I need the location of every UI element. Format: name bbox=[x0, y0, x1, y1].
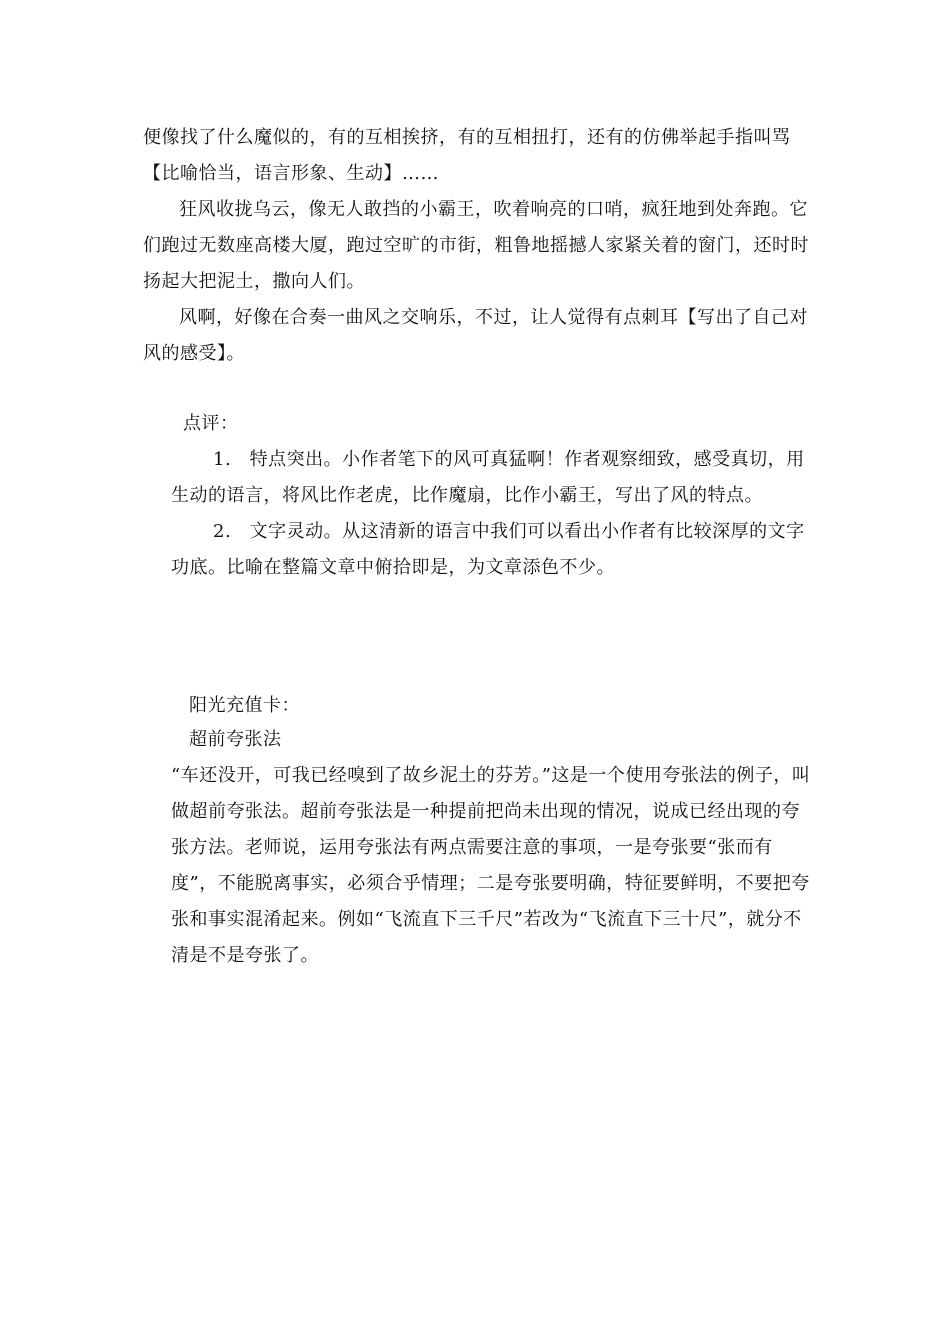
essay-paragraph-3: 风啊，好像在合奏一曲风之交响乐，不过，让人觉得有点刺耳【写出了自己对风的感受】。 bbox=[143, 307, 808, 364]
review-heading: 点评： bbox=[183, 413, 239, 434]
card-subheading: 超前夸张法 bbox=[189, 729, 282, 750]
review-section bbox=[171, 442, 811, 586]
card-body-paragraph: “车还没开，可我已经嗅到了故乡泥土的芬芳。”这是一个使用夸张法的例子，叫做超前夸张法。超前夸张法是一种提前把尚未出现的情况，说成已经出现的夸张方法。老师说，运用夸张法有两点需要注意的事项，一是夸张要“张而有度”，不能脱离事实，必须合乎情理；二是夸张要明确，特征要鲜明，不要把夸张和事实混淆起来。例如“飞流直下三千尺”若改为“飞流直下三十尺”，就分不清是不是夸张了。 bbox=[171, 765, 811, 966]
essay-paragraph-1-line-2: 【比喻恰当，语言形象、生动】…… bbox=[143, 163, 439, 184]
essay-section bbox=[143, 120, 813, 372]
review-item-1: 1. 特点突出。小作者笔下的风可真猛啊！作者观察细致，感受真切，用生动的语言，将风比作老虎，比作魔扇，比作小霸王，写出了风的特点。 bbox=[171, 449, 805, 506]
card-heading: 阳光充值卡： bbox=[189, 695, 300, 716]
essay-paragraph-2: 狂风收拢乌云，像无人敢挡的小霸王，吹着响亮的口哨，疯狂地到处奔跑。它们跑过无数座高楼大厦，跑过空旷的市街，粗鲁地摇撼人家紧关着的窗门，还时时扬起大把泥土，撒向人们。 bbox=[143, 199, 809, 292]
essay-paragraph-1-line-1: 便像找了什么魔似的，有的互相挨挤，有的互相扭打，还有的仿佛举起手指叫骂 bbox=[143, 127, 791, 148]
review-item-2: 2. 文字灵动。从这清新的语言中我们可以看出小作者有比较深厚的文字功底。比喻在整篇文章中俯拾即是，为文章添色不少。 bbox=[171, 521, 805, 578]
